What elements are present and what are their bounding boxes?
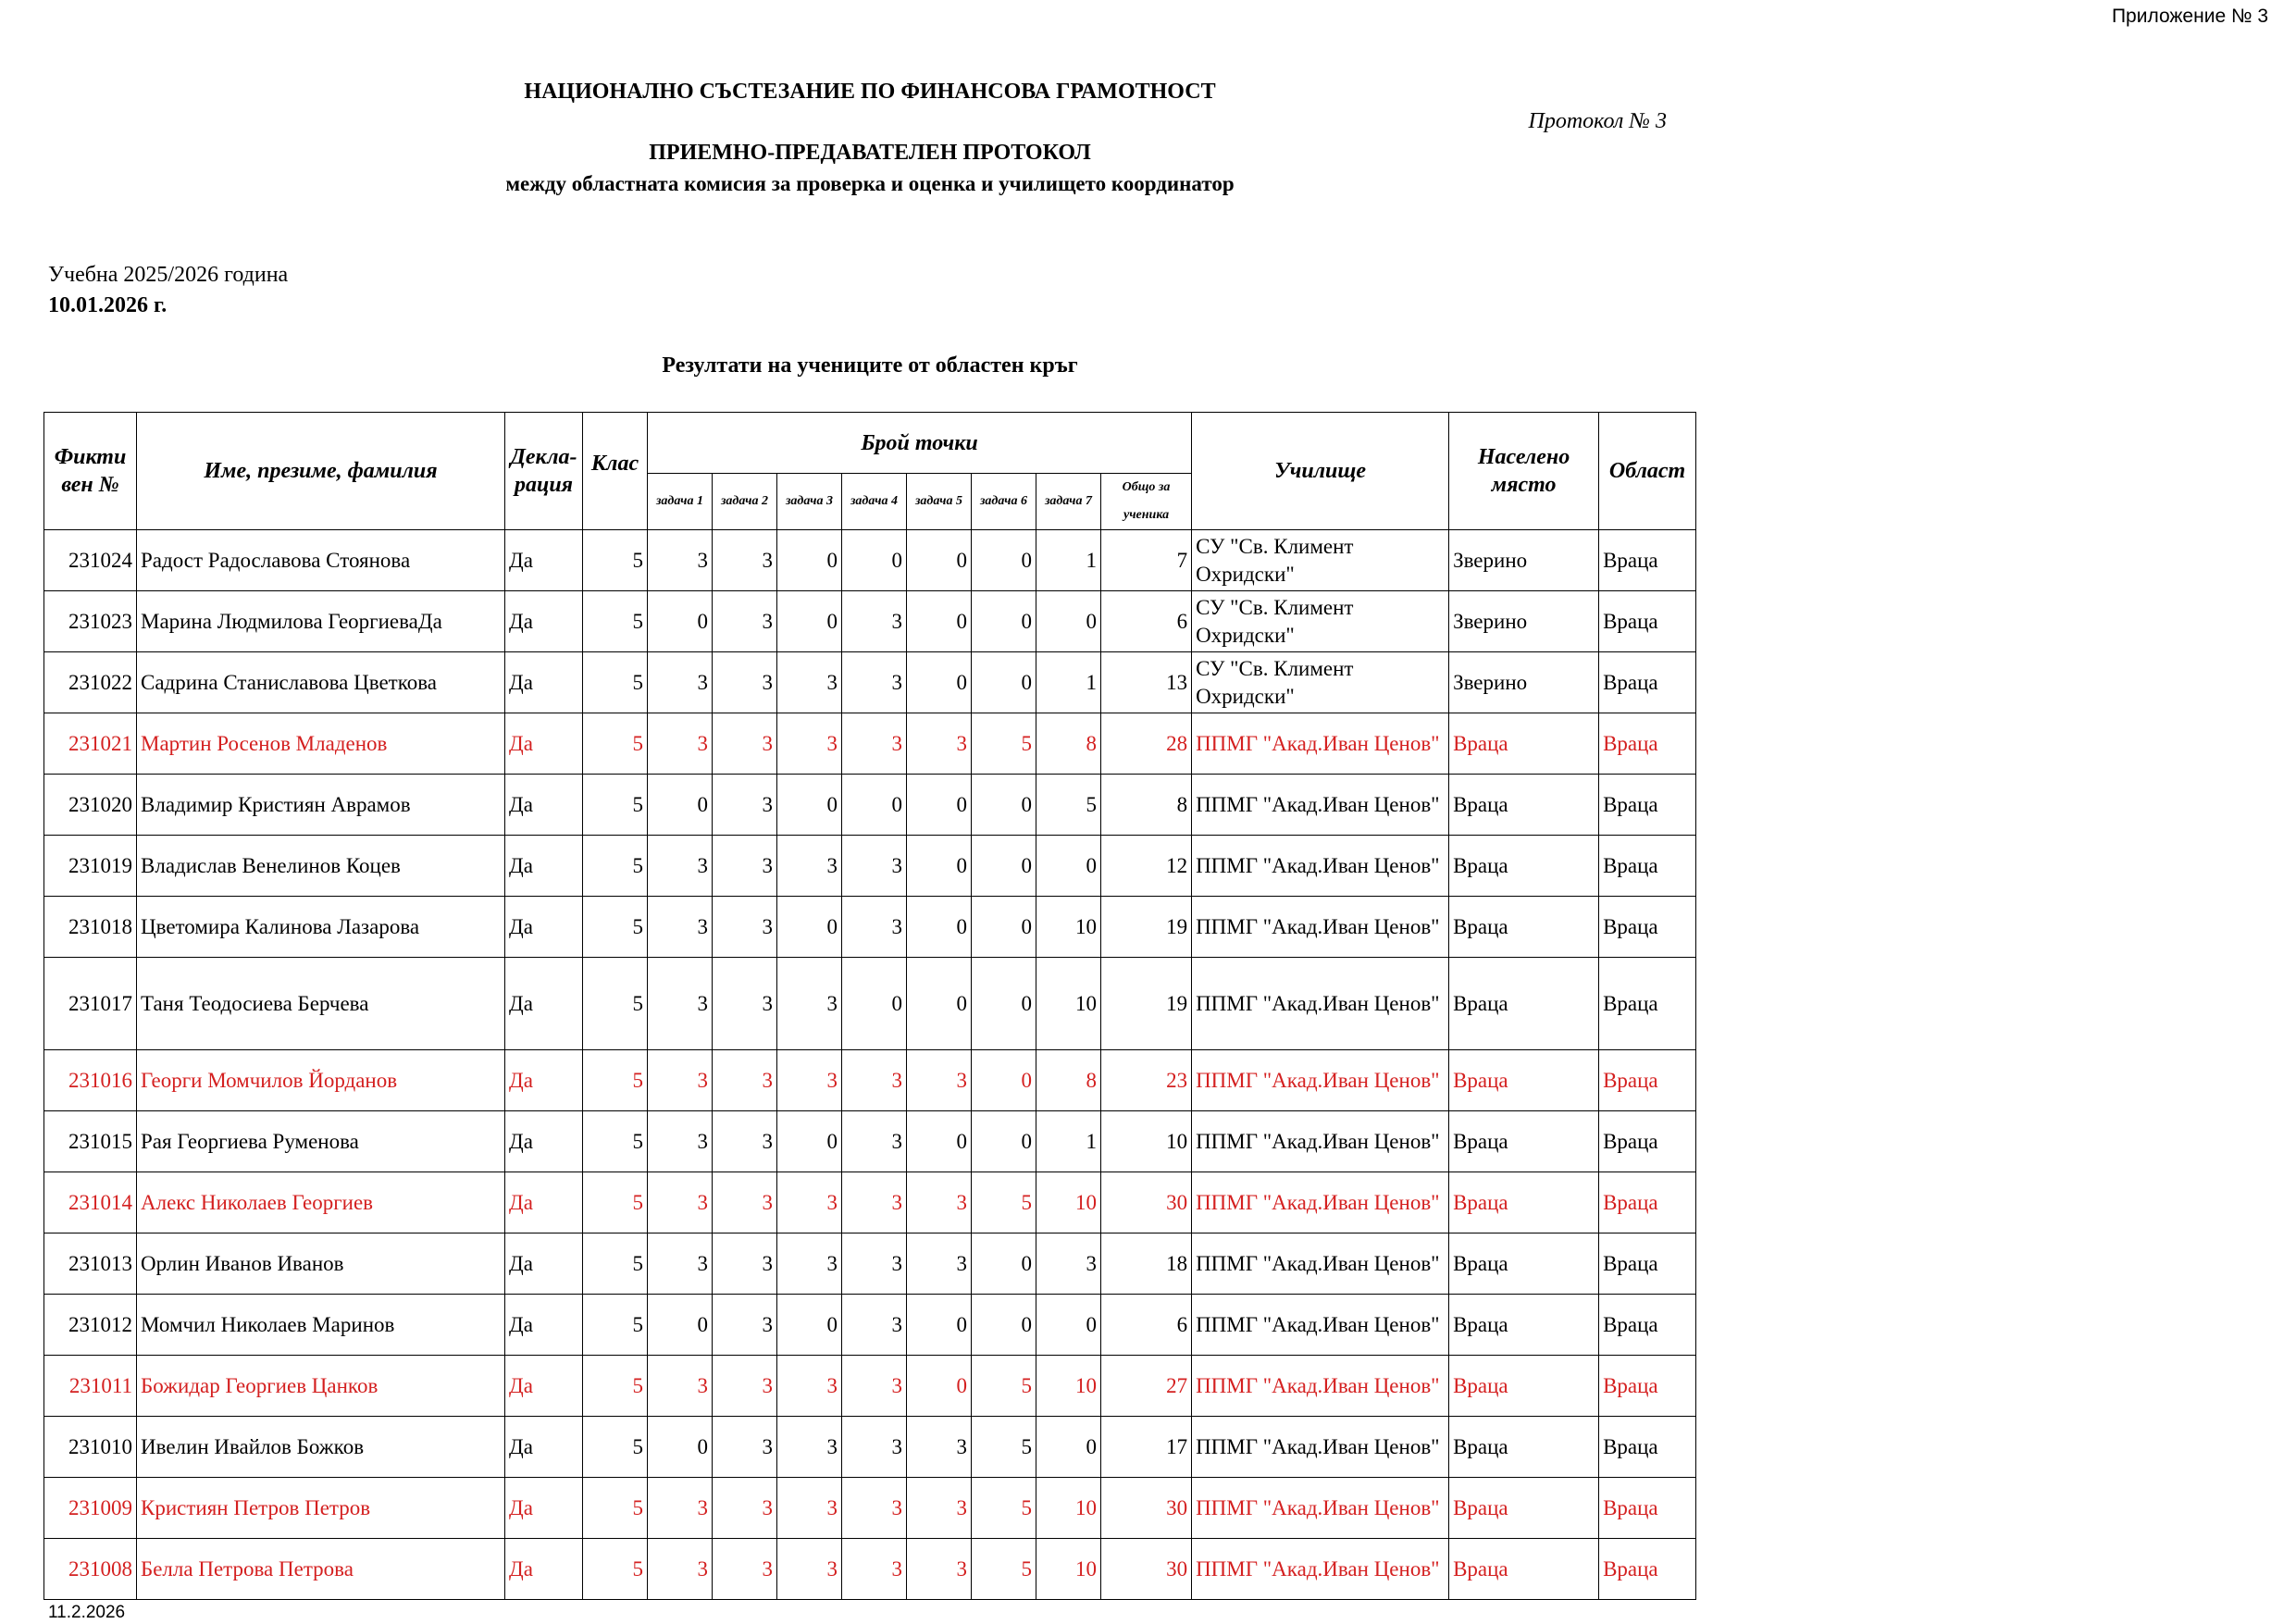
task-points: 3 — [907, 1478, 972, 1539]
table-row — [44, 1233, 1696, 1295]
task-points: 0 — [777, 1295, 842, 1356]
header-task: задача 3 — [777, 474, 842, 530]
task-points: 3 — [842, 713, 907, 775]
total-points: 10 — [1101, 1111, 1192, 1172]
task-points: 3 — [713, 1111, 777, 1172]
header-total: Общо за ученика — [1101, 474, 1192, 530]
task-points: 0 — [972, 897, 1036, 958]
declaration: Да — [505, 836, 583, 897]
total-points: 12 — [1101, 836, 1192, 897]
town: Зверино — [1449, 652, 1599, 713]
task-points: 10 — [1036, 1539, 1101, 1600]
grade: 5 — [583, 1539, 648, 1600]
town: Враца — [1449, 713, 1599, 775]
fictive-no: 231019 — [44, 836, 137, 897]
school: ППМГ "Акад.Иван Ценов" — [1192, 1539, 1449, 1600]
table-row — [44, 1111, 1696, 1172]
task-points: 3 — [777, 652, 842, 713]
task-points: 3 — [842, 1478, 907, 1539]
task-points: 3 — [713, 1539, 777, 1600]
school: ППМГ "Акад.Иван Ценов" — [1192, 1356, 1449, 1417]
grade: 5 — [583, 530, 648, 591]
appendix-label: Приложение № 3 — [2111, 6, 2268, 27]
task-points: 0 — [907, 958, 972, 1050]
header-school: Училище — [1192, 413, 1449, 530]
fictive-no: 231009 — [44, 1478, 137, 1539]
task-points: 3 — [713, 1478, 777, 1539]
protocol-subtitle: между областната комисия за проверка и оценка и училището координатор — [505, 172, 1235, 195]
task-points: 5 — [972, 1478, 1036, 1539]
task-points: 0 — [972, 836, 1036, 897]
task-points: 1 — [1036, 530, 1101, 591]
total-points: 30 — [1101, 1172, 1192, 1233]
task-points: 8 — [1036, 713, 1101, 775]
student-name: Ивелин Ивайлов Божков — [137, 1417, 505, 1478]
student-name: Момчил Николаев Маринов — [137, 1295, 505, 1356]
table-row — [44, 1478, 1696, 1539]
town: Зверино — [1449, 591, 1599, 652]
region: Враца — [1599, 1172, 1696, 1233]
region: Враца — [1599, 1233, 1696, 1295]
grade: 5 — [583, 1417, 648, 1478]
task-points: 0 — [907, 897, 972, 958]
total-points: 17 — [1101, 1417, 1192, 1478]
protocol-number: Протокол № 3 — [1528, 109, 1667, 133]
student-name: Мартин Росенов Младенов — [137, 713, 505, 775]
student-name: Орлин Иванов Иванов — [137, 1233, 505, 1295]
task-points: 3 — [777, 713, 842, 775]
header-task: задача 5 — [907, 474, 972, 530]
task-points: 3 — [842, 1233, 907, 1295]
task-points: 3 — [713, 591, 777, 652]
student-name: Георги Момчилов Йорданов — [137, 1050, 505, 1111]
school: ППМГ "Акад.Иван Ценов" — [1192, 958, 1449, 1050]
fictive-no: 231008 — [44, 1539, 137, 1600]
task-points: 3 — [907, 1417, 972, 1478]
region: Враца — [1599, 897, 1696, 958]
task-points: 3 — [713, 1050, 777, 1111]
student-name: Владислав Венелинов Коцев — [137, 836, 505, 897]
declaration: Да — [505, 1295, 583, 1356]
region: Враца — [1599, 591, 1696, 652]
task-points: 0 — [1036, 591, 1101, 652]
header-task: задача 4 — [842, 474, 907, 530]
task-points: 0 — [1036, 836, 1101, 897]
task-points: 3 — [842, 652, 907, 713]
fictive-no: 231014 — [44, 1172, 137, 1233]
town: Враца — [1449, 1111, 1599, 1172]
task-points: 3 — [648, 1050, 713, 1111]
task-points: 0 — [1036, 1417, 1101, 1478]
task-points: 3 — [777, 1172, 842, 1233]
region: Враца — [1599, 775, 1696, 836]
task-points: 3 — [713, 1417, 777, 1478]
grade: 5 — [583, 1172, 648, 1233]
fictive-no: 231010 — [44, 1417, 137, 1478]
task-points: 3 — [648, 958, 713, 1050]
school: ППМГ "Акад.Иван Ценов" — [1192, 1111, 1449, 1172]
grade: 5 — [583, 1050, 648, 1111]
task-points: 10 — [1036, 1356, 1101, 1417]
town: Враца — [1449, 775, 1599, 836]
grade: 5 — [583, 591, 648, 652]
school-year: Учебна 2025/2026 година — [48, 263, 289, 287]
student-name: Алекс Николаев Георгиев — [137, 1172, 505, 1233]
task-points: 3 — [713, 1356, 777, 1417]
task-points: 3 — [777, 958, 842, 1050]
school: СУ "Св. Климент Охридски" — [1192, 530, 1449, 591]
task-points: 0 — [972, 775, 1036, 836]
declaration: Да — [505, 1050, 583, 1111]
declaration: Да — [505, 897, 583, 958]
task-points: 0 — [972, 1050, 1036, 1111]
task-points: 0 — [777, 1111, 842, 1172]
table-row — [44, 591, 1696, 652]
declaration: Да — [505, 1356, 583, 1417]
task-points: 3 — [648, 530, 713, 591]
task-points: 3 — [648, 897, 713, 958]
task-points: 0 — [777, 775, 842, 836]
town: Враца — [1449, 1478, 1599, 1539]
header-task: задача 7 — [1036, 474, 1101, 530]
task-points: 3 — [907, 1172, 972, 1233]
task-points: 3 — [777, 1478, 842, 1539]
declaration: Да — [505, 652, 583, 713]
region: Враца — [1599, 1478, 1696, 1539]
task-points: 0 — [648, 1295, 713, 1356]
task-points: 3 — [842, 836, 907, 897]
task-points: 3 — [777, 1539, 842, 1600]
task-points: 3 — [713, 836, 777, 897]
fictive-no: 231018 — [44, 897, 137, 958]
header-declaration: Декла-рация — [505, 413, 583, 530]
header-task: задача 6 — [972, 474, 1036, 530]
task-points: 3 — [648, 836, 713, 897]
town: Враца — [1449, 1295, 1599, 1356]
grade: 5 — [583, 897, 648, 958]
task-points: 3 — [907, 1233, 972, 1295]
school: ППМГ "Акад.Иван Ценов" — [1192, 1172, 1449, 1233]
header-region: Област — [1599, 413, 1696, 530]
task-points: 0 — [972, 652, 1036, 713]
grade: 5 — [583, 1111, 648, 1172]
task-points: 3 — [648, 1539, 713, 1600]
declaration: Да — [505, 1233, 583, 1295]
task-points: 3 — [777, 1050, 842, 1111]
task-points: 3 — [777, 1417, 842, 1478]
task-points: 0 — [648, 1417, 713, 1478]
task-points: 3 — [907, 1539, 972, 1600]
task-points: 0 — [907, 775, 972, 836]
header-fictive-no: Фикти вен № — [44, 413, 137, 530]
task-points: 3 — [713, 652, 777, 713]
task-points: 3 — [842, 1111, 907, 1172]
region: Враца — [1599, 652, 1696, 713]
task-points: 0 — [972, 1111, 1036, 1172]
header-task: задача 2 — [713, 474, 777, 530]
grade: 5 — [583, 1478, 648, 1539]
grade: 5 — [583, 713, 648, 775]
region: Враца — [1599, 836, 1696, 897]
fictive-no: 231023 — [44, 591, 137, 652]
table-row — [44, 836, 1696, 897]
school: ППМГ "Акад.Иван Ценов" — [1192, 1050, 1449, 1111]
total-points: 27 — [1101, 1356, 1192, 1417]
table-row — [44, 1356, 1696, 1417]
task-points: 3 — [713, 1233, 777, 1295]
student-name: Белла Петрова Петрова — [137, 1539, 505, 1600]
task-points: 3 — [842, 1050, 907, 1111]
header-grade: Клас — [583, 413, 648, 530]
town: Враца — [1449, 1539, 1599, 1600]
total-points: 7 — [1101, 530, 1192, 591]
total-points: 6 — [1101, 591, 1192, 652]
task-points: 0 — [1036, 1295, 1101, 1356]
task-points: 3 — [842, 897, 907, 958]
task-points: 0 — [972, 1233, 1036, 1295]
task-points: 3 — [842, 1172, 907, 1233]
total-points: 23 — [1101, 1050, 1192, 1111]
task-points: 3 — [648, 1478, 713, 1539]
task-points: 5 — [972, 713, 1036, 775]
declaration: Да — [505, 1111, 583, 1172]
task-points: 0 — [972, 958, 1036, 1050]
declaration: Да — [505, 530, 583, 591]
town: Враца — [1449, 1050, 1599, 1111]
task-points: 0 — [972, 530, 1036, 591]
fictive-no: 231024 — [44, 530, 137, 591]
task-points: 0 — [907, 1295, 972, 1356]
task-points: 3 — [842, 1539, 907, 1600]
task-points: 3 — [842, 1417, 907, 1478]
table-row — [44, 1539, 1696, 1600]
results-title: Резултати на учениците от областен кръг — [662, 353, 1078, 378]
region: Враца — [1599, 1356, 1696, 1417]
town: Враца — [1449, 1356, 1599, 1417]
fictive-no: 231022 — [44, 652, 137, 713]
task-points: 0 — [842, 958, 907, 1050]
task-points: 5 — [1036, 775, 1101, 836]
school: СУ "Св. Климент Охридски" — [1192, 652, 1449, 713]
town: Враца — [1449, 1233, 1599, 1295]
table-row — [44, 1050, 1696, 1111]
table-row — [44, 530, 1696, 591]
student-name: Кристиян Петров Петров — [137, 1478, 505, 1539]
table-row — [44, 652, 1696, 713]
task-points: 10 — [1036, 1478, 1101, 1539]
table-row — [44, 713, 1696, 775]
student-name: Таня Теодосиева Берчева — [137, 958, 505, 1050]
table-row — [44, 1295, 1696, 1356]
table-row — [44, 1172, 1696, 1233]
task-points: 3 — [842, 1295, 907, 1356]
fictive-no: 231020 — [44, 775, 137, 836]
task-points: 1 — [1036, 1111, 1101, 1172]
task-points: 1 — [1036, 652, 1101, 713]
fictive-no: 231017 — [44, 958, 137, 1050]
task-points: 5 — [972, 1417, 1036, 1478]
task-points: 3 — [648, 652, 713, 713]
task-points: 0 — [777, 591, 842, 652]
school: ППМГ "Акад.Иван Ценов" — [1192, 1417, 1449, 1478]
fictive-no: 231011 — [44, 1356, 137, 1417]
town: Враца — [1449, 958, 1599, 1050]
school: ППМГ "Акад.Иван Ценов" — [1192, 1295, 1449, 1356]
school: ППМГ "Акад.Иван Ценов" — [1192, 1233, 1449, 1295]
school: ППМГ "Акад.Иван Ценов" — [1192, 713, 1449, 775]
fictive-no: 231015 — [44, 1111, 137, 1172]
task-points: 5 — [972, 1539, 1036, 1600]
task-points: 3 — [842, 1356, 907, 1417]
total-points: 6 — [1101, 1295, 1192, 1356]
task-points: 8 — [1036, 1050, 1101, 1111]
student-name: Божидар Георгиев Цанков — [137, 1356, 505, 1417]
grade: 5 — [583, 775, 648, 836]
grade: 5 — [583, 652, 648, 713]
task-points: 3 — [842, 591, 907, 652]
task-points: 10 — [1036, 897, 1101, 958]
task-points: 3 — [713, 713, 777, 775]
region: Враца — [1599, 530, 1696, 591]
school: ППМГ "Акад.Иван Ценов" — [1192, 1478, 1449, 1539]
declaration: Да — [505, 775, 583, 836]
task-points: 3 — [777, 1356, 842, 1417]
task-points: 3 — [713, 1295, 777, 1356]
grade: 5 — [583, 836, 648, 897]
task-points: 3 — [713, 897, 777, 958]
table-row — [44, 775, 1696, 836]
total-points: 28 — [1101, 713, 1192, 775]
task-points: 10 — [1036, 958, 1101, 1050]
header-points: Брой точки — [648, 413, 1192, 474]
region: Враца — [1599, 958, 1696, 1050]
results-table — [43, 412, 1696, 1600]
total-points: 18 — [1101, 1233, 1192, 1295]
header-task: задача 1 — [648, 474, 713, 530]
results-body — [44, 530, 1696, 1600]
task-points: 3 — [713, 530, 777, 591]
grade: 5 — [583, 1295, 648, 1356]
task-points: 3 — [648, 1356, 713, 1417]
region: Враца — [1599, 1295, 1696, 1356]
town: Враца — [1449, 1417, 1599, 1478]
total-points: 19 — [1101, 958, 1192, 1050]
declaration: Да — [505, 1539, 583, 1600]
task-points: 10 — [1036, 1172, 1101, 1233]
total-points: 30 — [1101, 1539, 1192, 1600]
table-row — [44, 1417, 1696, 1478]
total-points: 19 — [1101, 897, 1192, 958]
town: Зверино — [1449, 530, 1599, 591]
task-points: 5 — [972, 1356, 1036, 1417]
student-name: Марина Людмилова ГеоргиеваДа — [137, 591, 505, 652]
region: Враца — [1599, 1050, 1696, 1111]
region: Враца — [1599, 1539, 1696, 1600]
total-points: 13 — [1101, 652, 1192, 713]
region: Враца — [1599, 1417, 1696, 1478]
task-points: 3 — [713, 958, 777, 1050]
student-name: Рая Георгиева Руменова — [137, 1111, 505, 1172]
task-points: 3 — [907, 1050, 972, 1111]
task-points: 3 — [907, 713, 972, 775]
task-points: 0 — [907, 1356, 972, 1417]
task-points: 3 — [713, 1172, 777, 1233]
declaration: Да — [505, 1172, 583, 1233]
total-points: 30 — [1101, 1478, 1192, 1539]
task-points: 0 — [842, 530, 907, 591]
student-name: Владимир Кристиян Аврамов — [137, 775, 505, 836]
task-points: 0 — [907, 530, 972, 591]
task-points: 3 — [648, 1233, 713, 1295]
task-points: 0 — [972, 1295, 1036, 1356]
task-points: 0 — [907, 652, 972, 713]
region: Враца — [1599, 1111, 1696, 1172]
school: ППМГ "Акад.Иван Ценов" — [1192, 897, 1449, 958]
total-points: 8 — [1101, 775, 1192, 836]
table-row — [44, 897, 1696, 958]
student-name: Радост Радославова Стоянова — [137, 530, 505, 591]
task-points: 5 — [972, 1172, 1036, 1233]
task-points: 0 — [777, 530, 842, 591]
footer-date: 11.2.2026 — [48, 1603, 126, 1622]
task-points: 3 — [1036, 1233, 1101, 1295]
declaration: Да — [505, 1478, 583, 1539]
task-points: 0 — [907, 591, 972, 652]
school: СУ "Св. Климент Охридски" — [1192, 591, 1449, 652]
school: ППМГ "Акад.Иван Ценов" — [1192, 775, 1449, 836]
task-points: 0 — [842, 775, 907, 836]
task-points: 3 — [777, 836, 842, 897]
grade: 5 — [583, 958, 648, 1050]
school: ППМГ "Акад.Иван Ценов" — [1192, 836, 1449, 897]
task-points: 3 — [648, 1172, 713, 1233]
header-town: Населено място — [1449, 413, 1599, 530]
declaration: Да — [505, 591, 583, 652]
grade: 5 — [583, 1356, 648, 1417]
task-points: 0 — [972, 591, 1036, 652]
header-name: Име, презиме, фамилия — [137, 413, 505, 530]
region: Враца — [1599, 713, 1696, 775]
task-points: 0 — [648, 775, 713, 836]
fictive-no: 231012 — [44, 1295, 137, 1356]
protocol-title: ПРИЕМНО-ПРЕДАВАТЕЛЕН ПРОТОКОЛ — [649, 141, 1091, 165]
document-date: 10.01.2026 г. — [48, 293, 168, 317]
town: Враца — [1449, 1172, 1599, 1233]
task-points: 0 — [648, 591, 713, 652]
main-title: НАЦИОНАЛНО СЪСТЕЗАНИЕ ПО ФИНАНСОВА ГРАМОТНОСТ — [524, 80, 1216, 104]
grade: 5 — [583, 1233, 648, 1295]
student-name: Цветомира Калинова Лазарова — [137, 897, 505, 958]
declaration: Да — [505, 713, 583, 775]
declaration: Да — [505, 958, 583, 1050]
task-points: 3 — [777, 1233, 842, 1295]
task-points: 0 — [907, 836, 972, 897]
task-points: 3 — [648, 1111, 713, 1172]
fictive-no: 231021 — [44, 713, 137, 775]
task-points: 0 — [907, 1111, 972, 1172]
town: Враца — [1449, 836, 1599, 897]
table-row — [44, 958, 1696, 1050]
task-points: 3 — [713, 775, 777, 836]
fictive-no: 231016 — [44, 1050, 137, 1111]
student-name: Садрина Станиславова Цветкова — [137, 652, 505, 713]
task-points: 0 — [777, 897, 842, 958]
town: Враца — [1449, 897, 1599, 958]
declaration: Да — [505, 1417, 583, 1478]
fictive-no: 231013 — [44, 1233, 137, 1295]
task-points: 3 — [648, 713, 713, 775]
